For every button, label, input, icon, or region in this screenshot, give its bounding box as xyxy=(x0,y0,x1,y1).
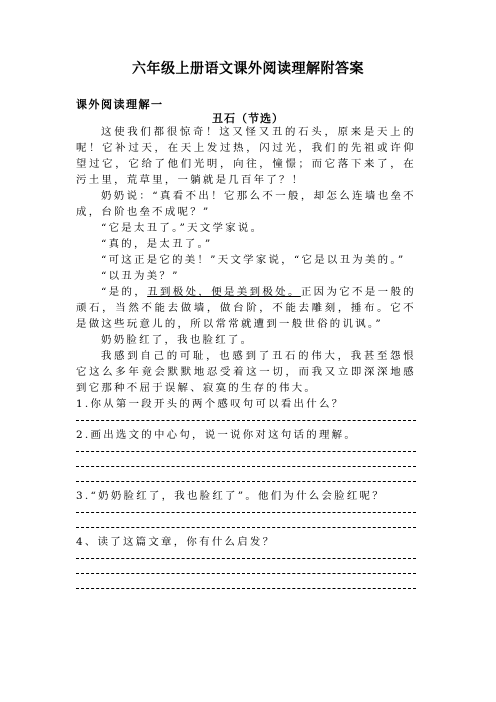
passage-paragraph-5: “可这正是它的美！”天文学家说，“它是以丑为美的。” xyxy=(101,254,406,266)
passage-paragraph-3: “它是太丑了。”天文学家说。 xyxy=(101,222,264,234)
answer-line[interactable] xyxy=(76,550,416,559)
answer-line[interactable] xyxy=(76,504,416,513)
answer-line[interactable] xyxy=(76,443,416,452)
paragraph-7-lead: “是的， xyxy=(101,286,148,298)
passage-title: 丑石（节选） xyxy=(212,112,284,125)
passage-paragraph-1: 这使我们都很惊奇！这又怪又丑的石头，原来是天上的呢！它补过天，在天上发过热，闪过光，我们的先祖或许仰望过它，它给了他们光明，向往，憧憬；而它落下来了，在污土里，荒草里，一躺就是几百年了？！ xyxy=(76,126,416,186)
passage-paragraph-9: 我感到自己的可耻，也感到了丑石的伟大，我甚至怨恨它这么多年竟会默默地忍受着这一切，而我又立即深深地感到它那种不屈于误解、寂寞的生存的伟大。 xyxy=(76,350,416,394)
answer-line[interactable] xyxy=(76,412,416,421)
answer-line[interactable] xyxy=(76,580,416,589)
section-heading: 课外阅读理解一 xyxy=(76,98,164,111)
answer-line[interactable] xyxy=(76,458,416,467)
answer-line[interactable] xyxy=(76,519,416,528)
passage-paragraph-2: 奶奶说：“真看不出！它那么不一般，却怎么连墙也垒不成，台阶也垒不成呢？” xyxy=(76,190,416,218)
document-title: 六年级上册语文课外阅读理解附答案 xyxy=(132,61,364,77)
central-sentence-underlined: 丑到极处，便是美到极处。 xyxy=(147,286,301,298)
answer-line[interactable] xyxy=(76,565,416,574)
question-4: 4、读了这篇文章，你有什么启发？ xyxy=(76,536,276,548)
answer-line[interactable] xyxy=(76,473,416,482)
passage-paragraph-8: 奶奶脸红了，我也脸红了。 xyxy=(101,334,254,346)
passage-paragraph-7 xyxy=(76,284,416,332)
document-body xyxy=(76,124,416,595)
passage-paragraph-6: “以丑为美？” xyxy=(101,270,180,282)
passage-paragraph-4: “真的，是太丑了。” xyxy=(101,238,213,250)
question-2: 2.画出选文的中心句，说一说你对这句话的理解。 xyxy=(76,429,358,441)
question-3: 3.“奶奶脸红了，我也脸红了”。他们为什么会脸红呢？ xyxy=(76,490,385,502)
paragraph-7-rest: 正因为它不是一般的顽石，当然不能去做墙，做台阶，不能去雕刻，捶布。它不是做这些玩意儿的，所以常常就遭到一般世俗的讥讽。” xyxy=(76,286,416,330)
question-1: 1.你从第一段开头的两个感叹句可以看出什么？ xyxy=(76,398,345,410)
